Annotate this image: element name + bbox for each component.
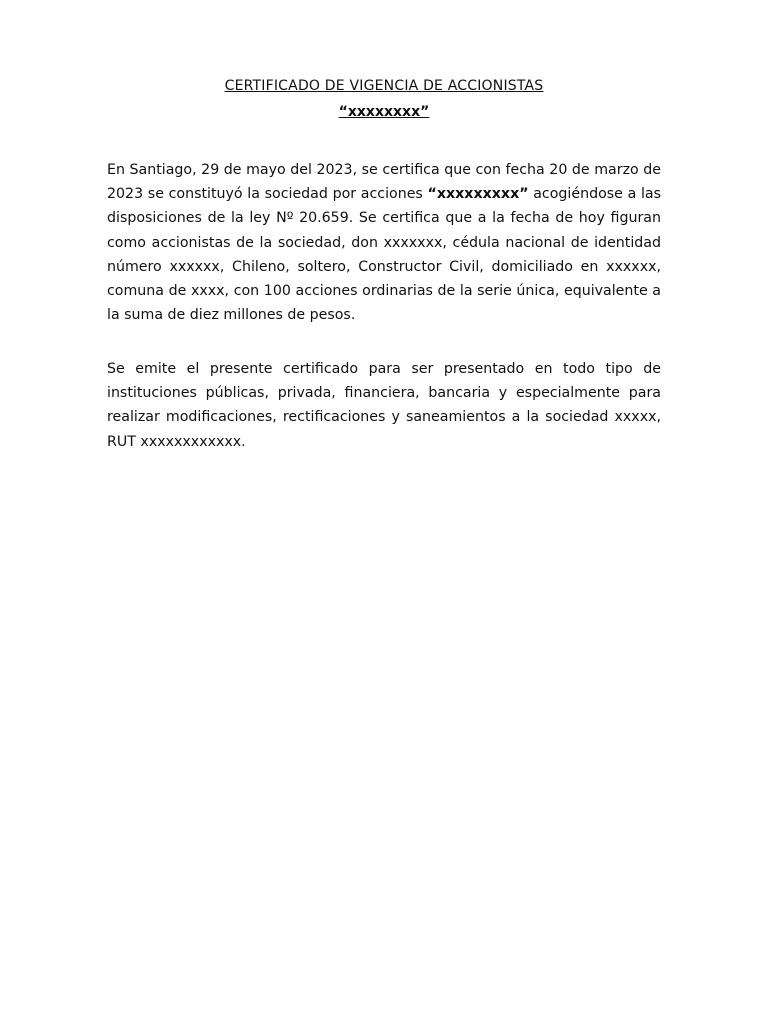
paragraph-constitution-text-start: En Santiago, 29 de mayo del 2023, se certifica que con fecha 20 de marzo de 2023 se constituyó la sociedad por acciones (107, 162, 661, 203)
paragraph-constitution (107, 158, 661, 327)
company-name: “xxxxxxxxx” (427, 186, 529, 203)
document-subtitle: “xxxxxxxx” (338, 104, 430, 120)
paragraph-constitution-text-end: acogiéndose a las disposiciones de la ley Nº 20.659. Se certifica que a la fecha de hoy figuran como accionistas de la sociedad, don xxxxxxx, cédula nacional de identidad número xxxxxx, Chileno, soltero, Constructor Civil, domiciliado en xxxxxx, comuna de xxxx, con 100 acciones ordinarias de la serie única, equivalente a la suma de diez millones de pesos. (107, 186, 661, 324)
document-title: CERTIFICADO DE VIGENCIA DE ACCIONISTAS (224, 78, 544, 94)
paragraph-purpose: Se emite el presente certificado para ser presentado en todo tipo de instituciones públicas, privada, financiera, bancaria y especialmente para realizar modificaciones, rectificaciones y saneamientos a la sociedad xxxxx, RUT xxxxxxxxxxxx. (107, 361, 661, 450)
